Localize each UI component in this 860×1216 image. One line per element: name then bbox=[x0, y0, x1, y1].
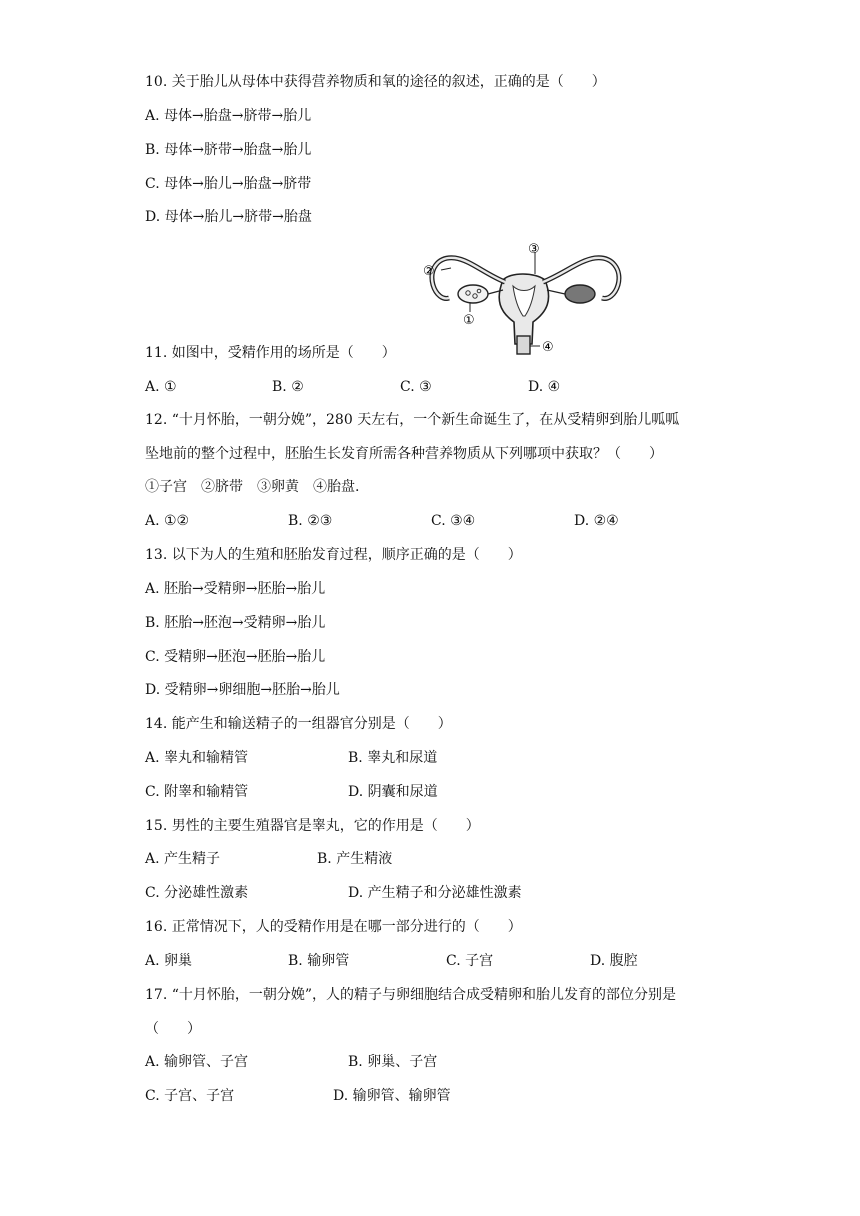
question-16-option-a[interactable]: A. 卵巢 bbox=[145, 953, 193, 969]
question-17-stem-line-2: （ ） bbox=[145, 1021, 201, 1037]
question-14-option-b[interactable]: B. 睾丸和尿道 bbox=[348, 750, 438, 766]
question-12-option-d[interactable]: D. ②④ bbox=[574, 513, 619, 529]
question-16-option-c[interactable]: C. 子宫 bbox=[446, 953, 494, 969]
question-11-option-a[interactable]: A. ① bbox=[145, 379, 177, 395]
question-13-stem: 13. 以下为人的生殖和胚胎发育过程，顺序正确的是（ ） bbox=[145, 547, 522, 563]
question-12-stem-line-2: 坠地前的整个过程中，胚胎生长发育所需各种营养物质从下列哪项中获取？（ ） bbox=[145, 446, 663, 462]
question-17-option-b[interactable]: B. 卵巢、子宫 bbox=[348, 1054, 438, 1070]
question-10-option-b[interactable]: B. 母体→脐带→胎盘→胎儿 bbox=[145, 142, 312, 158]
question-15-option-b[interactable]: B. 产生精液 bbox=[317, 851, 393, 867]
question-16-option-b[interactable]: B. 输卵管 bbox=[288, 953, 350, 969]
question-13-option-a[interactable]: A. 胚胎→受精卵→胚胎→胎儿 bbox=[145, 581, 326, 597]
question-17-option-d[interactable]: D. 输卵管、输卵管 bbox=[333, 1088, 451, 1104]
question-13-option-c[interactable]: C. 受精卵→胚泡→胚胎→胎儿 bbox=[145, 649, 326, 665]
question-12-stem-line-1: 12. “十月怀胎，一朝分娩”，280 天左右，一个新生命诞生了，在从受精卵到胎儿呱呱 bbox=[145, 412, 680, 428]
question-17-stem-line-1: 17. “十月怀胎，一朝分娩”，人的精子与卵细胞结合成受精卵和胎儿发育的部位分别是 bbox=[145, 987, 677, 1003]
question-16-option-d[interactable]: D. 腹腔 bbox=[590, 953, 638, 969]
question-11-option-c[interactable]: C. ③ bbox=[400, 379, 432, 395]
question-11-stem: 11. 如图中，受精作用的场所是（ ） bbox=[145, 345, 396, 361]
uterus-diagram bbox=[415, 240, 630, 358]
question-15-option-a[interactable]: A. 产生精子 bbox=[145, 851, 221, 867]
question-12-option-a[interactable]: A. ①② bbox=[145, 513, 190, 529]
question-14-option-a[interactable]: A. 睾丸和输精管 bbox=[145, 750, 249, 766]
question-13-option-d[interactable]: D. 受精卵→卵细胞→胚胎→胎儿 bbox=[145, 682, 340, 698]
question-17-option-c[interactable]: C. 子宫、子宫 bbox=[145, 1088, 235, 1104]
question-12-option-b[interactable]: B. ②③ bbox=[288, 513, 333, 529]
question-12-sub-items: ①子宫 ②脐带 ③卵黄 ④胎盘. bbox=[145, 479, 360, 495]
question-10-option-c[interactable]: C. 母体→胎儿→胎盘→脐带 bbox=[145, 176, 312, 192]
question-15-stem: 15. 男性的主要生殖器官是睾丸，它的作用是（ ） bbox=[145, 818, 480, 834]
question-11-option-b[interactable]: B. ② bbox=[272, 379, 304, 395]
question-12-option-c[interactable]: C. ③④ bbox=[431, 513, 476, 529]
question-13-option-b[interactable]: B. 胚胎→胚泡→受精卵→胎儿 bbox=[145, 615, 326, 631]
question-15-option-c[interactable]: C. 分泌雄性激素 bbox=[145, 885, 249, 901]
figure-label-2: ② bbox=[423, 264, 435, 279]
question-10-option-d[interactable]: D. 母体→胎儿→脐带→胎盘 bbox=[145, 209, 312, 225]
question-14-option-c[interactable]: C. 附睾和输精管 bbox=[145, 784, 249, 800]
figure-label-4: ④ bbox=[542, 340, 554, 355]
figure-label-1: ① bbox=[463, 313, 475, 328]
question-10-stem: 10. 关于胎儿从母体中获得营养物质和氧的途径的叙述，正确的是（ ） bbox=[145, 74, 606, 90]
question-14-option-d[interactable]: D. 阴囊和尿道 bbox=[348, 784, 438, 800]
question-10-option-a[interactable]: A. 母体→胎盘→脐带→胎儿 bbox=[145, 108, 312, 124]
question-14-stem: 14. 能产生和输送精子的一组器官分别是（ ） bbox=[145, 716, 452, 732]
question-16-stem: 16. 正常情况下，人的受精作用是在哪一部分进行的（ ） bbox=[145, 919, 522, 935]
question-17-option-a[interactable]: A. 输卵管、子宫 bbox=[145, 1054, 249, 1070]
question-11-option-d[interactable]: D. ④ bbox=[528, 379, 561, 395]
figure-label-3: ③ bbox=[528, 242, 540, 257]
question-15-option-d[interactable]: D. 产生精子和分泌雄性激素 bbox=[348, 885, 522, 901]
